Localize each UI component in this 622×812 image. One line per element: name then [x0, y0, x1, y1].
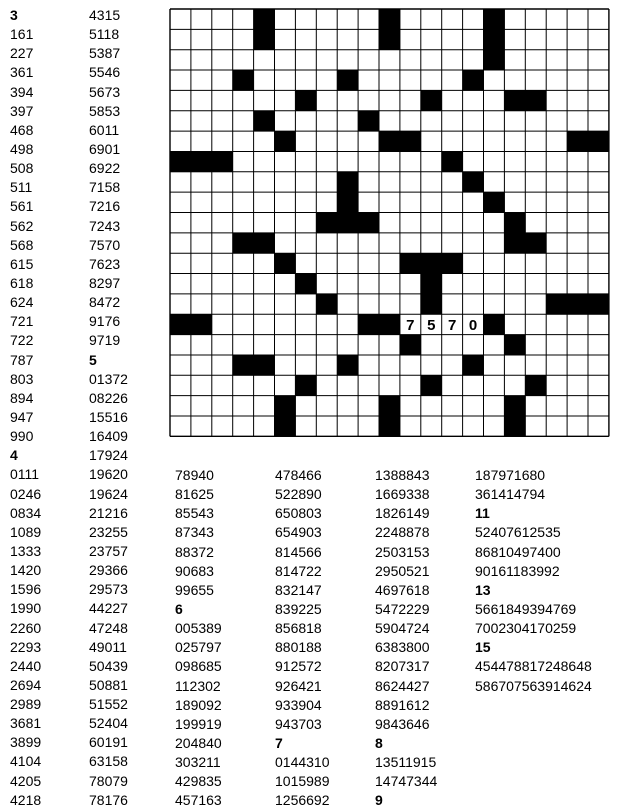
black-cell: [379, 131, 400, 152]
black-cell: [254, 233, 275, 254]
filled-digit[interactable]: 7: [447, 316, 457, 334]
number-entry: 990: [10, 428, 34, 445]
number-entry: 81625: [175, 486, 214, 503]
number-entry: 16409: [89, 428, 128, 445]
black-cell: [504, 335, 525, 356]
number-entry: 88372: [175, 543, 214, 560]
number-entry: 5904724: [375, 620, 430, 637]
black-cell: [275, 396, 296, 417]
number-entry: 7243: [89, 217, 121, 234]
number-entry: 2694: [10, 676, 42, 693]
black-cell: [379, 29, 400, 50]
black-cell: [191, 314, 212, 335]
number-entry: 498: [10, 140, 34, 157]
number-entry: 7623: [89, 255, 121, 272]
number-entry: 1333: [10, 542, 42, 559]
number-entry: 161: [10, 26, 34, 43]
black-cell: [337, 213, 358, 234]
number-entry: 803: [10, 370, 34, 387]
black-cell: [484, 192, 505, 213]
number-entry: 9176: [89, 313, 121, 330]
black-cell: [337, 355, 358, 376]
number-entry: 44227: [89, 600, 128, 617]
black-cell: [504, 233, 525, 254]
number-entry: 5472229: [375, 600, 430, 617]
black-cell: [337, 70, 358, 91]
black-cell: [484, 9, 505, 30]
black-cell: [421, 294, 442, 315]
black-cell: [233, 233, 254, 254]
black-cell: [233, 70, 254, 91]
number-entry: 468: [10, 121, 34, 138]
black-cell: [421, 274, 442, 295]
number-entry: 1388843: [375, 467, 430, 483]
number-entry: 199919: [175, 715, 222, 732]
black-cell: [504, 90, 525, 111]
number-entry: 2260: [10, 619, 42, 636]
number-entry: 19624: [89, 485, 128, 502]
black-cell: [442, 253, 463, 274]
number-entry: 5661849394769: [475, 600, 577, 617]
number-entry: 1669338: [375, 486, 430, 503]
number-entry: 8891612: [375, 696, 430, 713]
number-entry: 361: [10, 64, 34, 81]
black-cell: [233, 355, 254, 376]
number-entry: 14747344: [375, 773, 438, 790]
number-entry: 522890: [275, 486, 322, 503]
length-heading: 4: [10, 447, 18, 464]
number-entry: 29573: [89, 581, 128, 598]
number-entry: 2248878: [375, 524, 430, 541]
number-entry: 0111: [10, 466, 40, 483]
black-cell: [484, 50, 505, 71]
black-cell: [504, 396, 525, 417]
black-cell: [295, 375, 316, 396]
number-entry: 933904: [275, 696, 322, 713]
number-entry: 7158: [89, 179, 121, 196]
number-entry: 303211: [175, 754, 221, 771]
number-entry: 561: [10, 198, 34, 215]
length-heading: 6: [175, 600, 183, 617]
number-entry: 52404: [89, 715, 128, 732]
length-heading: 3: [10, 7, 18, 23]
number-entry: 478466: [275, 467, 322, 483]
number-entry: 025797: [175, 639, 222, 656]
black-cell: [484, 314, 505, 335]
black-cell: [275, 416, 296, 437]
black-cell: [442, 151, 463, 172]
number-entry: 49011: [89, 638, 127, 655]
number-entry: 832147: [275, 581, 322, 598]
number-entry: 1089: [10, 523, 42, 540]
length-heading: 9: [375, 792, 383, 809]
black-cell: [525, 90, 546, 111]
number-entry: 4315: [89, 7, 121, 23]
number-entry: 397: [10, 102, 34, 119]
number-entry: 78176: [89, 791, 128, 808]
number-entry: 894: [10, 389, 34, 406]
number-entry: 52407612535: [475, 524, 561, 541]
black-cell: [337, 192, 358, 213]
black-cell: [567, 294, 588, 315]
number-entry: 1596: [10, 581, 42, 598]
number-entry: 78079: [89, 772, 128, 789]
black-cell: [254, 29, 275, 50]
number-entry: 1420: [10, 562, 42, 579]
number-entry: 721: [10, 313, 34, 330]
number-entry: 6011: [89, 121, 120, 138]
number-entry: 90683: [175, 562, 214, 579]
number-entry: 943703: [275, 715, 322, 732]
number-entry: 586707563914624: [475, 677, 592, 694]
number-entry: 856818: [275, 620, 322, 637]
number-entry: 0246: [10, 485, 42, 502]
number-entry: 098685: [175, 658, 222, 675]
number-entry: 5853: [89, 102, 121, 119]
number-entry: 1826149: [375, 505, 430, 522]
black-cell: [275, 253, 296, 274]
black-cell: [316, 213, 337, 234]
black-cell: [400, 253, 421, 274]
black-cell: [421, 375, 442, 396]
number-entry: 51552: [89, 696, 128, 713]
number-entry: 787: [10, 351, 34, 368]
number-entry: 562: [10, 217, 34, 234]
black-cell: [379, 314, 400, 335]
number-entry: 2950521: [375, 562, 430, 579]
black-cell: [421, 253, 442, 274]
number-entry: 454478817248648: [475, 658, 592, 675]
black-cell: [358, 213, 379, 234]
number-list-col-3: [175, 466, 222, 811]
number-entry: 814566: [275, 543, 322, 560]
number-entry: 394: [10, 83, 34, 100]
number-entry: 227: [10, 45, 34, 62]
black-cell: [316, 294, 337, 315]
number-entry: 8624427: [375, 677, 430, 694]
length-heading: 8: [375, 734, 383, 751]
black-cell: [588, 131, 609, 152]
number-entry: 90161183992: [475, 562, 560, 579]
number-entry: 624: [10, 294, 34, 311]
black-cell: [212, 151, 233, 172]
black-cell: [191, 151, 212, 172]
number-entry: 9719: [89, 332, 121, 349]
number-entry: 1256692: [275, 792, 330, 809]
number-entry: 187971680: [475, 467, 546, 483]
number-entry: 78940: [175, 467, 214, 483]
black-cell: [504, 416, 525, 437]
number-entry: 615: [10, 255, 34, 272]
black-cell: [170, 314, 191, 335]
number-entry: 839225: [275, 600, 322, 617]
black-cell: [463, 172, 484, 193]
number-entry: 8472: [89, 294, 121, 311]
number-entry: 2503153: [375, 543, 430, 560]
filled-digit[interactable]: 5: [427, 316, 436, 334]
black-cell: [379, 9, 400, 30]
number-entry: 9843646: [375, 715, 430, 732]
number-entry: 361414794: [475, 486, 546, 503]
black-cell: [525, 375, 546, 396]
number-entry: 8207317: [375, 658, 430, 675]
filled-digit[interactable]: 7: [406, 316, 415, 334]
number-entry: 6383800: [375, 639, 430, 656]
number-entry: 1990: [10, 600, 42, 617]
number-entry: 6922: [89, 160, 121, 177]
number-entry: 47248: [89, 619, 128, 636]
number-entry: 6901: [89, 140, 121, 157]
number-entry: 112302: [175, 677, 221, 694]
number-entry: 912572: [275, 658, 322, 675]
number-entry: 457163: [175, 792, 222, 809]
number-entry: 0834: [10, 504, 42, 521]
length-heading: 7: [275, 734, 283, 751]
number-entry: 3681: [10, 715, 42, 732]
black-cell: [484, 29, 505, 50]
number-entry: 13511915: [375, 754, 437, 771]
black-cell: [567, 131, 588, 152]
number-entry: 429835: [175, 773, 222, 790]
number-entry: 568: [10, 236, 34, 253]
black-cell: [463, 70, 484, 91]
black-cell: [358, 111, 379, 132]
number-entry: 5387: [89, 45, 121, 62]
number-entry: 23757: [89, 542, 128, 559]
number-entry: 1015989: [275, 773, 330, 790]
number-entry: 654903: [275, 524, 322, 541]
black-cell: [421, 90, 442, 111]
number-entry: 722: [10, 332, 34, 349]
number-entry: 5673: [89, 83, 121, 100]
black-cell: [254, 9, 275, 30]
black-cell: [170, 151, 191, 172]
number-entry: 17924: [89, 447, 128, 464]
number-entry: 4697618: [375, 581, 430, 598]
black-cell: [588, 294, 609, 315]
number-entry: 4205: [10, 772, 42, 789]
black-cell: [400, 131, 421, 152]
black-cell: [337, 172, 358, 193]
number-list-col-6: [475, 466, 592, 696]
number-entry: 99655: [175, 581, 214, 598]
number-list-col-4: [275, 466, 330, 811]
number-entry: 87343: [175, 524, 214, 541]
filled-digit[interactable]: 0: [468, 316, 478, 334]
length-heading: 13: [475, 581, 491, 598]
number-entry: 005389: [175, 620, 222, 637]
black-cell: [525, 233, 546, 254]
number-entry: 50439: [89, 657, 128, 674]
number-entry: 23255: [89, 523, 128, 540]
number-entry: 85543: [175, 505, 214, 522]
number-entry: 08226: [89, 389, 128, 406]
length-heading: 5: [89, 351, 97, 368]
number-entry: 189092: [175, 696, 222, 713]
number-entry: 29366: [89, 562, 128, 579]
number-entry: 63158: [89, 753, 128, 770]
number-entry: 0144310: [275, 754, 330, 771]
number-entry: 814722: [275, 562, 322, 579]
length-heading: 11: [475, 505, 490, 522]
length-heading: 15: [475, 639, 491, 656]
black-cell: [295, 90, 316, 111]
black-cell: [379, 396, 400, 417]
number-entry: 86810497400: [475, 543, 561, 560]
number-entry: 7002304170259: [475, 620, 577, 637]
black-cell: [504, 213, 525, 234]
number-entry: 50881: [89, 676, 128, 693]
number-entry: 2989: [10, 696, 42, 713]
black-cell: [546, 294, 567, 315]
number-entry: 204840: [175, 734, 222, 751]
black-cell: [379, 416, 400, 437]
black-cell: [254, 355, 275, 376]
black-cell: [275, 131, 296, 152]
number-entry: 4218: [10, 791, 42, 808]
number-entry: 2440: [10, 657, 42, 674]
number-entry: 650803: [275, 505, 322, 522]
number-entry: 508: [10, 160, 34, 177]
number-entry: 2293: [10, 638, 42, 655]
number-entry: 926421: [275, 677, 322, 694]
number-entry: 5118: [89, 26, 120, 43]
number-entry: 8297: [89, 274, 121, 291]
black-cell: [400, 335, 421, 356]
black-cell: [295, 274, 316, 295]
black-cell: [463, 355, 484, 376]
number-entry: 618: [10, 274, 34, 291]
number-entry: 19620: [89, 466, 128, 483]
number-entry: 511: [10, 179, 33, 196]
number-entry: 7570: [89, 236, 121, 253]
number-entry: 60191: [89, 734, 128, 751]
number-list-col-5: [375, 466, 437, 811]
black-cell: [358, 314, 379, 335]
number-entry: 947: [10, 408, 34, 425]
number-entry: 15516: [89, 408, 128, 425]
number-entry: 5546: [89, 64, 121, 81]
number-entry: 01372: [89, 370, 128, 387]
number-entry: 21216: [89, 504, 128, 521]
number-entry: 7216: [89, 198, 121, 215]
number-entry: 4104: [10, 753, 42, 770]
number-entry: 3899: [10, 734, 42, 751]
black-cell: [254, 111, 275, 132]
number-entry: 880188: [275, 639, 322, 656]
